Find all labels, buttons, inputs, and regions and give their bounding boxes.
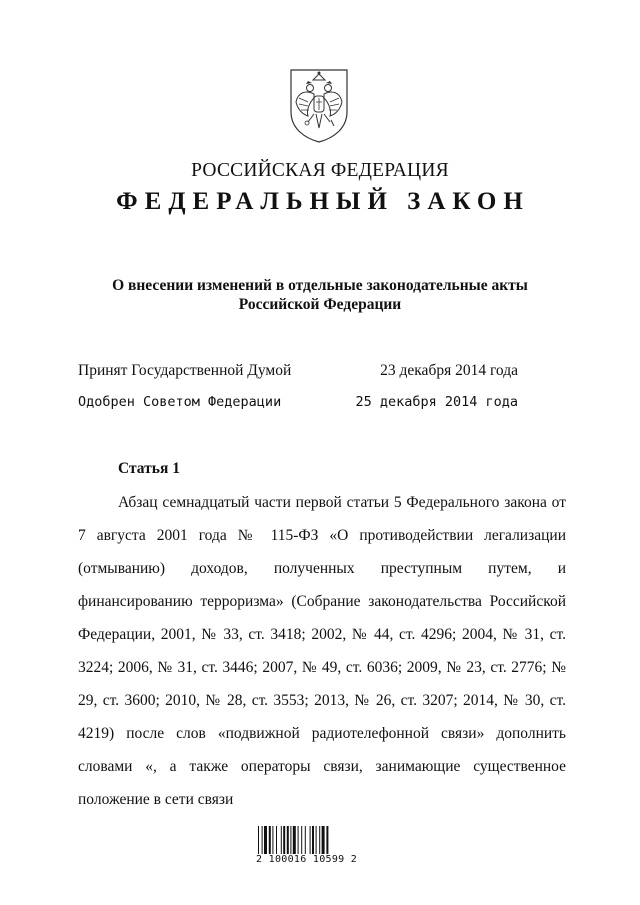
law-title xyxy=(0,276,640,314)
council-approval-row xyxy=(78,394,518,414)
duma-adoption-row xyxy=(78,362,518,382)
article-body-text: Абзац семнадцатый части первой статьи 5 Федерального закона от 7 августа 2001 года № 115-ФЗ «О противодействии легализации (отмыванию) доходов, полученных преступным путем, и финансированию терроризма» (Собрание законодательства Российской Федерации, 2001, № 33, ст. 3418; 2002, № 44, ст. 4296; 2004, № 31, ст. 3224; 2006, № 31, ст. 3446; 2007, № 49, ст. 6036; 2009, № 23, ст. 2776; № 29, ст. 3600; 2010, № 28, ст. 3553; 2013, № 26, ст. 3207; 2014, № 30, ст. 4219) после слов «подвижной радиотелефонной связи» дополнить словами «, а также операторы связи, занимающие существенное положение в сети связи xyxy=(78,494,566,808)
law-title-line-1: О внесении изменений в отдельные законодательные акты xyxy=(112,277,528,294)
document-type: ФЕДЕРАЛЬНЫЙ ЗАКОН xyxy=(116,188,530,215)
country-name: РОССИЙСКАЯ ФЕДЕРАЦИЯ xyxy=(191,160,449,181)
law-title-line-2: Российской Федерации xyxy=(238,296,402,313)
coat-of-arms-emblem xyxy=(288,68,350,144)
duma-adoption-date: 23 декабря 2014 года xyxy=(380,362,518,379)
duma-adoption-label: Принят Государственной Думой xyxy=(78,362,292,379)
barcode-number: 2 100016 10599 2 xyxy=(256,854,358,865)
council-approval-label: Одобрен Советом Федерации xyxy=(78,394,282,410)
article-heading: Статья 1 xyxy=(118,460,180,477)
council-approval-date: 25 декабря 2014 года xyxy=(355,394,518,410)
barcode-image xyxy=(258,826,344,854)
